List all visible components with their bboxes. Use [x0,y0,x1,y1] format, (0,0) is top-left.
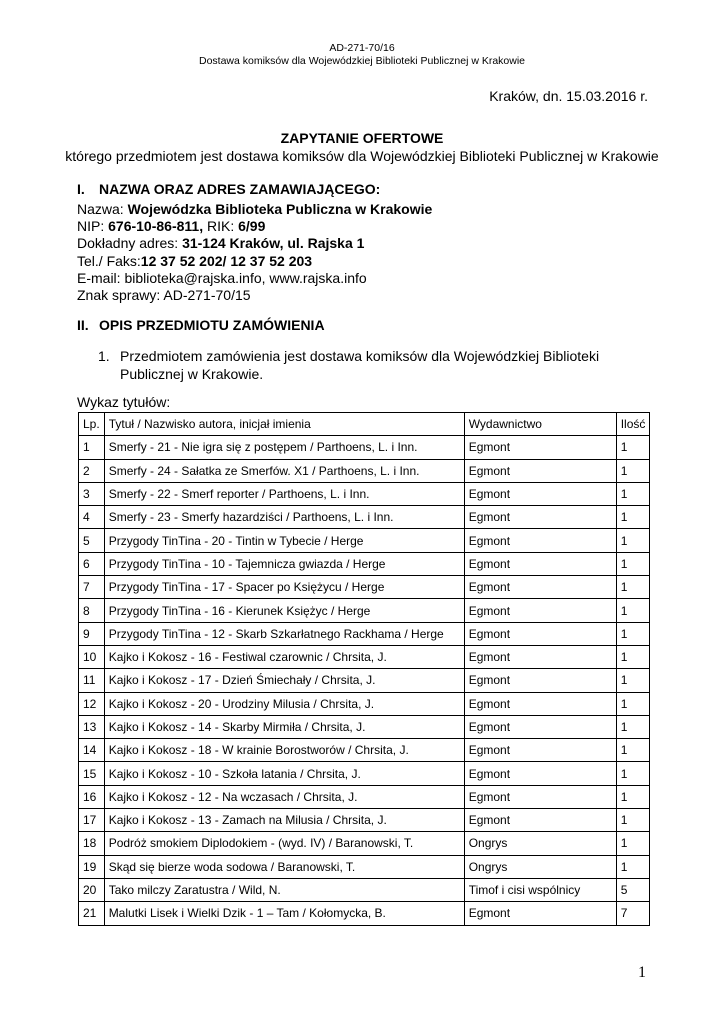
publisher-cell: Egmont [464,809,616,832]
title-cell: Kajko i Kokosz - 10 - Szkoła latania / Chrsita, J. [104,762,464,785]
row-number-cell: 2 [79,459,105,482]
publisher-cell: Egmont [464,482,616,505]
quantity-cell: 1 [616,599,650,622]
quantity-cell: 1 [616,482,650,505]
table-row [79,459,650,482]
quantity-cell: 1 [616,459,650,482]
title-cell: Kajko i Kokosz - 14 - Skarby Mirmiła / Chrsita, J. [104,715,464,738]
table-row [79,576,650,599]
table-header-row [79,413,650,436]
publisher-cell: Egmont [464,669,616,692]
table-row [79,762,650,785]
column-header-quantity: Ilość [616,413,650,436]
title-cell: Kajko i Kokosz - 12 - Na wczasach / Chrsita, J. [104,785,464,808]
row-number-cell: 16 [79,785,105,808]
authority-address-line [77,235,432,252]
publisher-cell: Ongrys [464,855,616,878]
section-title: NAZWA ORAZ ADRES ZAMAWIAJĄCEGO: [99,181,381,197]
table-row [79,809,650,832]
row-number-cell: 9 [79,622,105,645]
publisher-cell: Timof i cisi wspólnicy [464,878,616,901]
title-cell: Podróż smokiem Diplodokiem - (wyd. IV) / Baranowski, T. [104,832,464,855]
publisher-cell: Egmont [464,529,616,552]
table-row [79,669,650,692]
column-header-title: Tytuł / Nazwisko autora, inicjał imienia [104,413,464,436]
row-number-cell: 12 [79,692,105,715]
authority-phone-line [77,253,432,270]
table-row [79,645,650,668]
quantity-cell: 1 [616,762,650,785]
quantity-cell: 1 [616,645,650,668]
quantity-cell: 7 [616,902,650,925]
section-heading-contracting-authority [77,181,380,197]
row-number-cell: 19 [79,855,105,878]
document-date: Kraków, dn. 15.03.2016 r. [489,88,648,104]
numbered-list-item [98,347,658,383]
table-row [79,878,650,901]
title-cell: Kajko i Kokosz - 16 - Festiwal czarownic / Chrsita, J. [104,645,464,668]
title-cell: Przygody TinTina - 10 - Tajemnicza gwiazda / Herge [104,552,464,575]
phone-label: Tel./ Faks: [77,252,141,269]
row-number-cell: 1 [79,436,105,459]
quantity-cell: 1 [616,552,650,575]
rik-value: 6/99 [238,218,266,235]
title-cell: Kajko i Kokosz - 20 - Urodziny Milusia / Chrsita, J. [104,692,464,715]
row-number-cell: 20 [79,878,105,901]
row-number-cell: 13 [79,715,105,738]
quantity-cell: 1 [616,809,650,832]
publisher-cell: Egmont [464,692,616,715]
publisher-cell: Egmont [464,552,616,575]
quantity-cell: 1 [616,692,650,715]
case-number-line: Znak sprawy: AD-271-70/15 [77,287,251,304]
publisher-cell: Egmont [464,762,616,785]
row-number-cell: 5 [79,529,105,552]
row-number-cell: 15 [79,762,105,785]
table-row [79,599,650,622]
column-header-publisher: Wydawnictwo [464,413,616,436]
title-cell: Przygody TinTina - 12 - Skarb Szkarłatnego Rackhama / Herge [104,622,464,645]
row-number-cell: 21 [79,902,105,925]
table-body [79,436,650,925]
publisher-cell: Egmont [464,599,616,622]
row-number-cell: 6 [79,552,105,575]
table-row [79,529,650,552]
titles-table [78,412,650,926]
row-number-cell: 18 [79,832,105,855]
header-subject-line: Dostawa komiksów dla Wojewódzkiej Biblioteki Publicznej w Krakowie [198,55,526,67]
phone-value: 12 37 52 202/ 12 37 52 203 [140,252,313,269]
quantity-cell: 1 [616,832,650,855]
section-title: OPIS PRZEDMIOTU ZAMÓWIENIA [99,317,325,333]
title-cell: Przygody TinTina - 20 - Tintin w Tybecie / Herge [104,529,464,552]
table-row [79,715,650,738]
section-number: I. [77,181,85,197]
quantity-cell: 1 [616,622,650,645]
contracting-authority-details [77,201,432,304]
table-row [79,855,650,878]
quantity-cell: 1 [616,785,650,808]
page-header [0,42,724,68]
table-row [79,832,650,855]
table-row [79,785,650,808]
quantity-cell: 1 [616,436,650,459]
table-row [79,552,650,575]
page-number: 1 [638,964,646,981]
quantity-cell: 5 [616,878,650,901]
publisher-cell: Egmont [464,785,616,808]
title-cell: Smerfy - 23 - Smerfy hazardziści / Parthoens, L. i Inn. [104,506,464,529]
quantity-cell: 1 [616,529,650,552]
title-cell: Kajko i Kokosz - 17 - Dzień Śmiechały / Chrsita, J. [104,669,464,692]
publisher-cell: Egmont [464,622,616,645]
rik-label: RIK: [203,218,239,235]
column-header-lp: Lp. [79,413,105,436]
publisher-cell: Egmont [464,715,616,738]
quantity-cell: 1 [616,669,650,692]
section-number: II. [77,317,89,333]
publisher-cell: Egmont [464,459,616,482]
publisher-cell: Egmont [464,645,616,668]
row-number-cell: 11 [79,669,105,692]
publisher-cell: Egmont [464,576,616,599]
publisher-cell: Egmont [464,902,616,925]
row-number-cell: 7 [79,576,105,599]
list-item-text: Przedmiotem zamówienia jest dostawa komiksów dla Wojewódzkiej Biblioteki Publicznej w Krakowie. [120,348,600,382]
row-number-cell: 3 [79,482,105,505]
table-row [79,692,650,715]
row-number-cell: 10 [79,645,105,668]
quantity-cell: 1 [616,715,650,738]
address-value: 31-124 Kraków, ul. Rajska 1 [182,235,365,252]
row-number-cell: 4 [79,506,105,529]
quantity-cell: 1 [616,506,650,529]
publisher-cell: Egmont [464,739,616,762]
table-row [79,902,650,925]
table-row [79,436,650,459]
address-label: Dokładny adres: [77,235,183,252]
name-value: Wojewódzka Biblioteka Publiczna w Krakowie [127,201,433,217]
row-number-cell: 14 [79,739,105,762]
table-row [79,622,650,645]
authority-name-line [77,201,432,218]
row-number-cell: 8 [79,599,105,622]
quantity-cell: 1 [616,576,650,599]
title-cell: Kajko i Kokosz - 18 - W krainie Borostworów / Chrsita, J. [104,739,464,762]
header-reference-number: AD-271-70/16 [329,42,395,54]
title-cell: Tako milczy Zaratustra / Wild, N. [104,878,464,901]
nip-label: NIP: [77,218,109,235]
section-heading-order-description [77,317,325,333]
table-row [79,506,650,529]
table-row [79,739,650,762]
title-cell: Przygody TinTina - 16 - Kierunek Księżyc / Herge [104,599,464,622]
publisher-cell: Egmont [464,436,616,459]
document-title: ZAPYTANIE OFERTOWE [280,130,444,146]
title-cell: Smerfy - 21 - Nie igra się z postępem / Parthoens, L. i Inn. [104,436,464,459]
row-number-cell: 17 [79,809,105,832]
table-row [79,482,650,505]
title-cell: Malutki Lisek i Wielki Dzik - 1 – Tam / Kołomycka, B. [104,902,464,925]
document-subtitle: którego przedmiotem jest dostawa komiksów dla Wojewódzkiej Biblioteki Publicznej w Krakowie [65,148,659,164]
title-cell: Smerfy - 24 - Sałatka ze Smerfów. X1 / Parthoens, L. i Inn. [104,459,464,482]
title-cell: Kajko i Kokosz - 13 - Zamach na Milusia / Chrsita, J. [104,809,464,832]
list-item-number: 1. [98,348,110,364]
authority-nip-line [77,218,432,235]
name-label: Nazwa: [77,201,128,217]
title-cell: Smerfy - 22 - Smerf reporter / Parthoens, L. i Inn. [104,482,464,505]
publisher-cell: Ongrys [464,832,616,855]
titles-list-label: Wykaz tytułów: [77,394,171,410]
title-cell: Skąd się bierze woda sodowa / Baranowski, T. [104,855,464,878]
title-cell: Przygody TinTina - 17 - Spacer po Księżycu / Herge [104,576,464,599]
publisher-cell: Egmont [464,506,616,529]
authority-email-line: E-mail: biblioteka@rajska.info, www.rajska.info [77,269,367,286]
nip-value: 676-10-86-811, [108,218,204,235]
quantity-cell: 1 [616,739,650,762]
quantity-cell: 1 [616,855,650,878]
